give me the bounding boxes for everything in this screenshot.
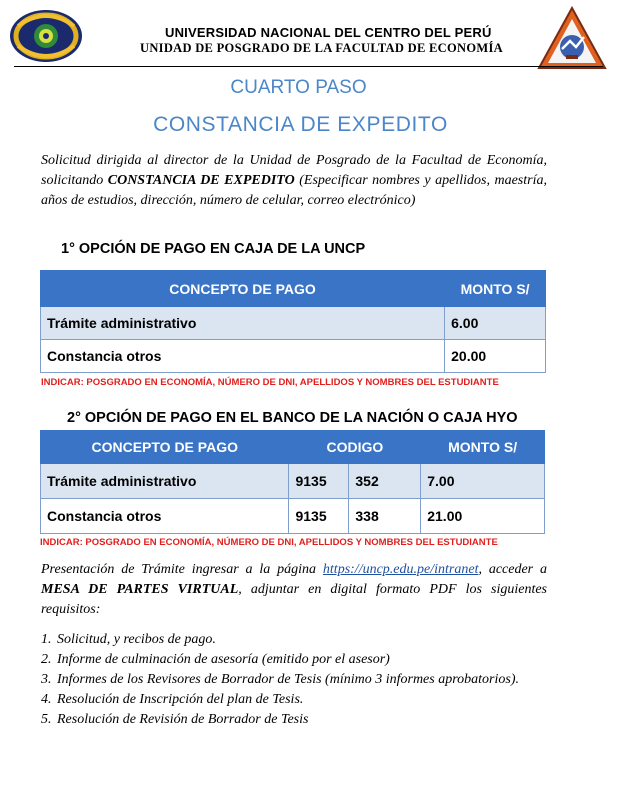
item-text: Informe de culminación de asesoría (emitido por el asesor) (57, 652, 390, 667)
intranet-link[interactable]: https://uncp.edu.pe/intranet (322, 562, 479, 577)
col-concept-header: CONCEPTO DE PAGO (41, 271, 445, 307)
item-text: Resolución de Inscripción del plan de Tesis. (57, 692, 304, 707)
intro-bold: CONSTANCIA DE EXPEDITO (107, 173, 295, 188)
code2-cell: 352 (349, 464, 421, 499)
intro-paragraph (41, 151, 547, 211)
option2-table (40, 430, 545, 534)
option1-heading: 1° OPCIÓN DE PAGO EN CAJA DE LA UNCP (61, 241, 366, 257)
uncp-logo (6, 6, 86, 66)
col-code-header: CODIGO (289, 431, 421, 464)
pres-text-2: , acceder a (478, 562, 547, 577)
list-item (41, 630, 547, 650)
requirements-list (41, 630, 547, 730)
item-text: Informes de los Revisores de Borrador de Tesis (mínimo 3 informes aprobatorios). (57, 672, 519, 687)
option1-table (40, 270, 546, 373)
table-row (41, 464, 545, 499)
list-item (41, 710, 547, 730)
code2-cell: 338 (349, 499, 421, 534)
code1-cell: 9135 (289, 464, 349, 499)
faculty-economics-logo (536, 5, 608, 71)
table-row (41, 307, 546, 340)
option2-heading: 2° OPCIÓN DE PAGO EN EL BANCO DE LA NACIÓN O CAJA HYO (67, 410, 518, 426)
list-item (41, 650, 547, 670)
pres-text-1: Presentación de Trámite ingresar a la página (41, 562, 323, 577)
table-row (41, 340, 546, 373)
amount-cell: 7.00 (421, 464, 545, 499)
header-divider (14, 66, 603, 67)
item-number: 5. (41, 712, 52, 727)
concept-cell: Trámite administrativo (41, 464, 289, 499)
col-amount-header: MONTO S/ (421, 431, 545, 464)
university-name: UNIVERSIDAD NACIONAL DEL CENTRO DEL PERÚ (165, 25, 492, 40)
amount-cell: 20.00 (445, 340, 546, 373)
amount-cell: 6.00 (445, 307, 546, 340)
col-amount-header: MONTO S/ (445, 271, 546, 307)
pres-text-3: , adjuntar en digital formato PDF los siguientes requisitos: (41, 582, 547, 617)
concept-cell: Constancia otros (41, 340, 445, 373)
table-row (41, 499, 545, 534)
item-text: Resolución de Revisión de Borrador de Tesis (57, 712, 309, 727)
list-item (41, 690, 547, 710)
intro-text-1: Solicitud dirigida al director de la Unidad de Posgrado de la Facultad de Economía, solicitando (41, 153, 547, 188)
unit-name: UNIDAD DE POSGRADO DE LA FACULTAD DE ECONOMÍA (140, 41, 503, 55)
col-concept-header: CONCEPTO DE PAGO (41, 431, 289, 464)
pres-bold: MESA DE PARTES VIRTUAL (41, 582, 239, 597)
concept-cell: Trámite administrativo (41, 307, 445, 340)
item-number: 2. (41, 652, 52, 667)
step-title: CUARTO PASO (230, 77, 367, 98)
amount-cell: 21.00 (421, 499, 545, 534)
presentation-paragraph (41, 560, 547, 620)
item-number: 1. (41, 632, 52, 647)
doc-title: CONSTANCIA DE EXPEDITO (153, 113, 448, 136)
intro-text-2: (Especificar nombres y apellidos, maestría, años de estudios, dirección, número de celular, correo electrónico) (41, 173, 547, 208)
item-number: 3. (41, 672, 52, 687)
option2-note: INDICAR: POSGRADO EN ECONOMÍA, NÚMERO DE DNI, APELLIDOS Y NOMBRES DEL ESTUDIANTE (40, 537, 498, 548)
option1-note: INDICAR: POSGRADO EN ECONOMÍA, NÚMERO DE DNI, APELLIDOS Y NOMBRES DEL ESTUDIANTE (41, 377, 499, 388)
item-number: 4. (41, 692, 52, 707)
item-text: Solicitud, y recibos de pago. (57, 632, 216, 647)
list-item (41, 670, 547, 690)
code1-cell: 9135 (289, 499, 349, 534)
concept-cell: Constancia otros (41, 499, 289, 534)
